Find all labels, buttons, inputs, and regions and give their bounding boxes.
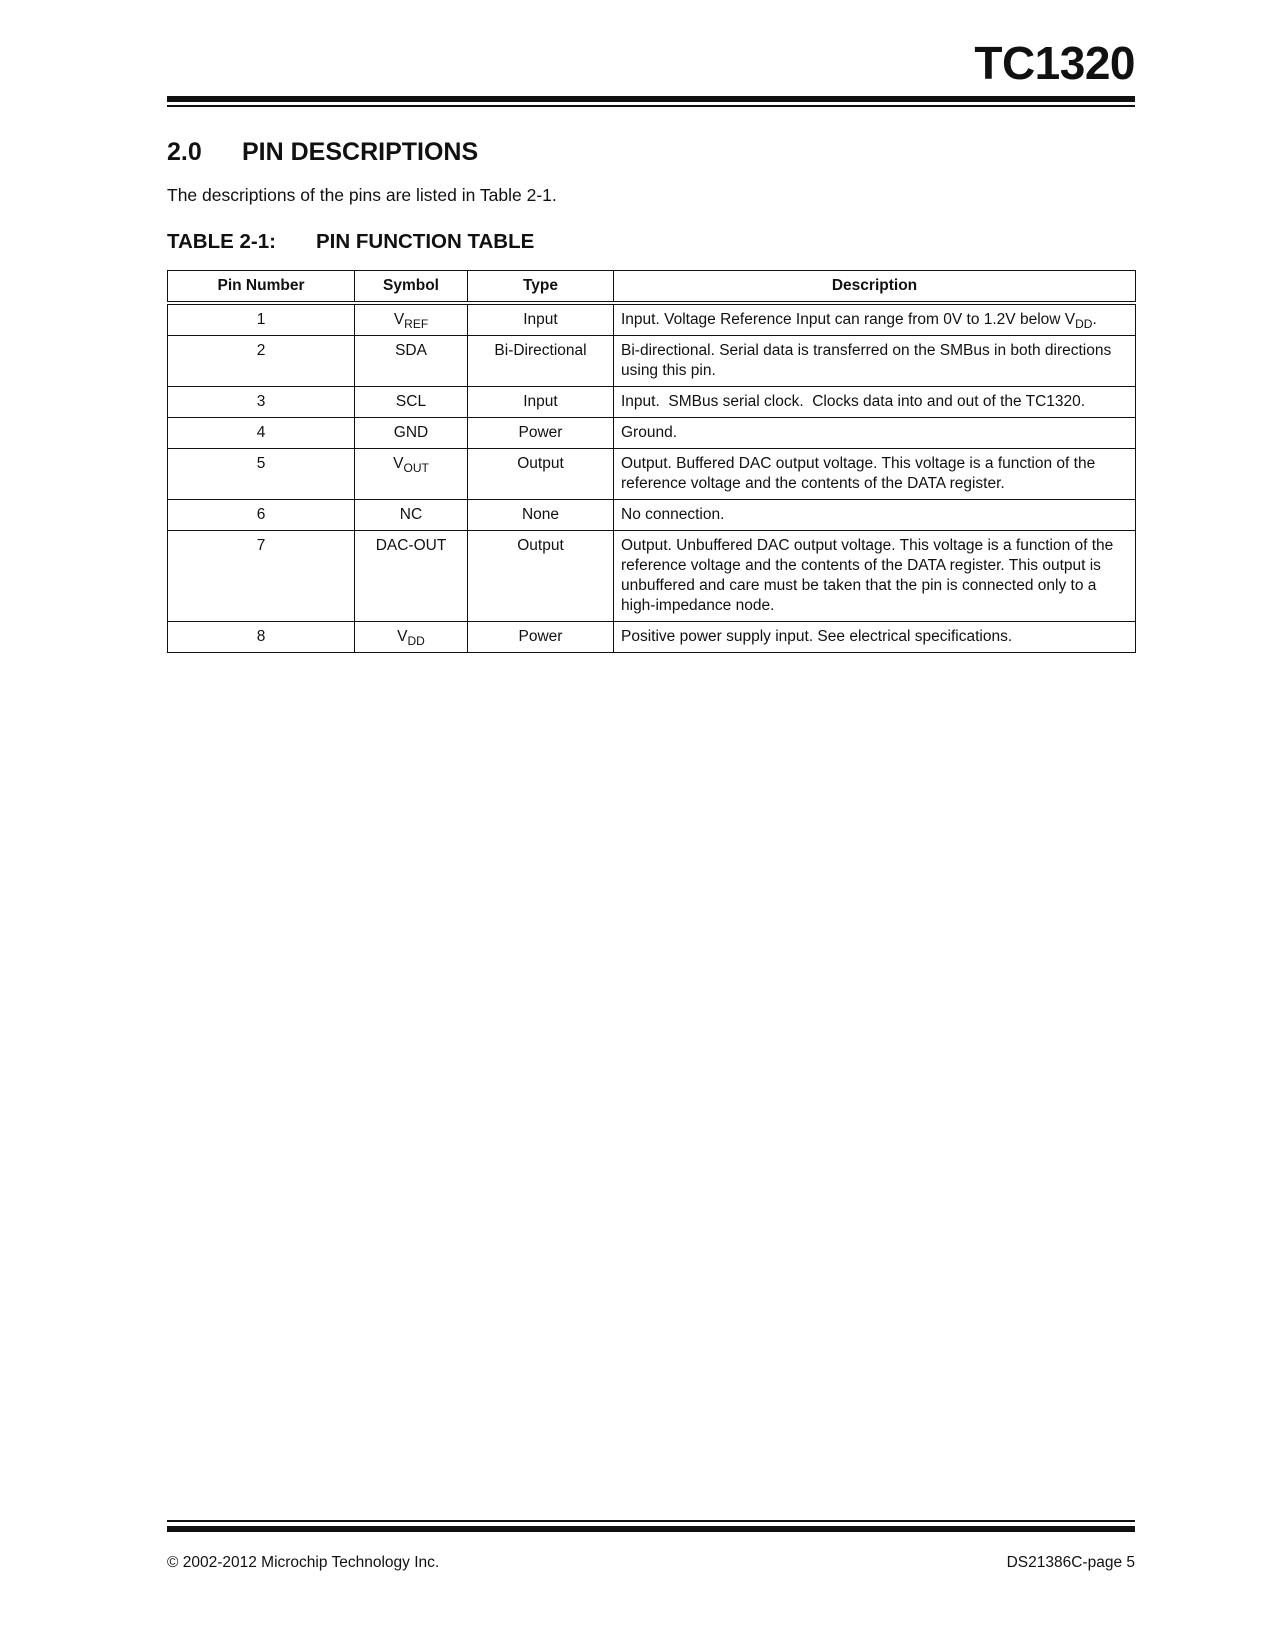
table-row: [168, 449, 1136, 500]
table-heading: [167, 232, 534, 253]
pin-number-cell: 8: [168, 622, 355, 653]
description-cell: Positive power supply input. See electrical specifications.: [614, 622, 1136, 653]
table-row: [168, 387, 1136, 418]
description-cell: Input. SMBus serial clock. Clocks data into and out of the TC1320.: [614, 387, 1136, 418]
symbol-cell: [355, 303, 468, 336]
header-type: Type: [468, 271, 614, 304]
type-cell: Bi-Directional: [468, 336, 614, 387]
table-row: [168, 531, 1136, 622]
pin-number-cell: 4: [168, 418, 355, 449]
pin-number-cell: 3: [168, 387, 355, 418]
description-cell: Bi-directional. Serial data is transferred on the SMBus in both directions using this pin.: [614, 336, 1136, 387]
footer-page-label: DS21386C-page 5: [1006, 1554, 1135, 1571]
footer-copyright: © 2002-2012 Microchip Technology Inc.: [167, 1554, 440, 1571]
description-cell: Output. Unbuffered DAC output voltage. This voltage is a function of the reference voltage and the contents of the DATA register. This output is unbuffered and care must be taken that the pin is connected only to a high-impedance node.: [614, 531, 1136, 622]
footer-rule-thin: [167, 1520, 1135, 1522]
header-description: Description: [614, 271, 1136, 304]
type-cell: None: [468, 500, 614, 531]
pin-number-cell: 1: [168, 303, 355, 336]
symbol-cell: SCL: [355, 387, 468, 418]
pin-function-table: [167, 270, 1136, 653]
description-cell: Output. Buffered DAC output voltage. This voltage is a function of the reference voltage and the contents of the DATA register.: [614, 449, 1136, 500]
symbol-text: V: [397, 628, 408, 645]
type-cell: Input: [468, 387, 614, 418]
type-cell: Power: [468, 418, 614, 449]
pin-number-cell: 2: [168, 336, 355, 387]
section-heading: [167, 140, 478, 165]
table-number: TABLE 2-1:: [167, 230, 276, 253]
description-subscript: DD: [1075, 317, 1093, 331]
description-cell: Ground.: [614, 418, 1136, 449]
section-title: PIN DESCRIPTIONS: [242, 138, 479, 166]
symbol-text: V: [393, 455, 404, 472]
table-row: [168, 303, 1136, 336]
table-row: [168, 336, 1136, 387]
type-cell: Input: [468, 303, 614, 336]
symbol-cell: DAC-OUT: [355, 531, 468, 622]
symbol-subscript: OUT: [403, 461, 429, 475]
pin-number-cell: 6: [168, 500, 355, 531]
table-row: [168, 500, 1136, 531]
description-cell: [614, 303, 1136, 336]
section-intro: The descriptions of the pins are listed in Table 2-1.: [167, 185, 557, 205]
header-rule-thin: [167, 105, 1135, 107]
symbol-cell: SDA: [355, 336, 468, 387]
description-tail: .: [1092, 311, 1097, 328]
symbol-subscript: REF: [404, 317, 429, 331]
type-cell: Power: [468, 622, 614, 653]
description-cell: No connection.: [614, 500, 1136, 531]
description-text: Input. Voltage Reference Input can range from 0V to 1.2V below V: [621, 311, 1076, 328]
table-header-row: [168, 271, 1136, 304]
table-row: [168, 418, 1136, 449]
symbol-cell: NC: [355, 500, 468, 531]
symbol-cell: [355, 622, 468, 653]
symbol-cell: [355, 449, 468, 500]
symbol-cell: GND: [355, 418, 468, 449]
header-symbol: Symbol: [355, 271, 468, 304]
symbol-subscript: DD: [407, 634, 425, 648]
doc-title: TC1320: [974, 37, 1135, 89]
table-title: PIN FUNCTION TABLE: [316, 230, 535, 253]
pin-number-cell: 7: [168, 531, 355, 622]
header-pin-number: Pin Number: [168, 271, 355, 304]
type-cell: Output: [468, 449, 614, 500]
pin-number-cell: 5: [168, 449, 355, 500]
header-rule-thick: [167, 96, 1135, 102]
section-number: 2.0: [167, 138, 202, 166]
type-cell: Output: [468, 531, 614, 622]
symbol-text: V: [393, 311, 405, 328]
table-row: [168, 622, 1136, 653]
footer-rule-thick: [167, 1526, 1135, 1532]
